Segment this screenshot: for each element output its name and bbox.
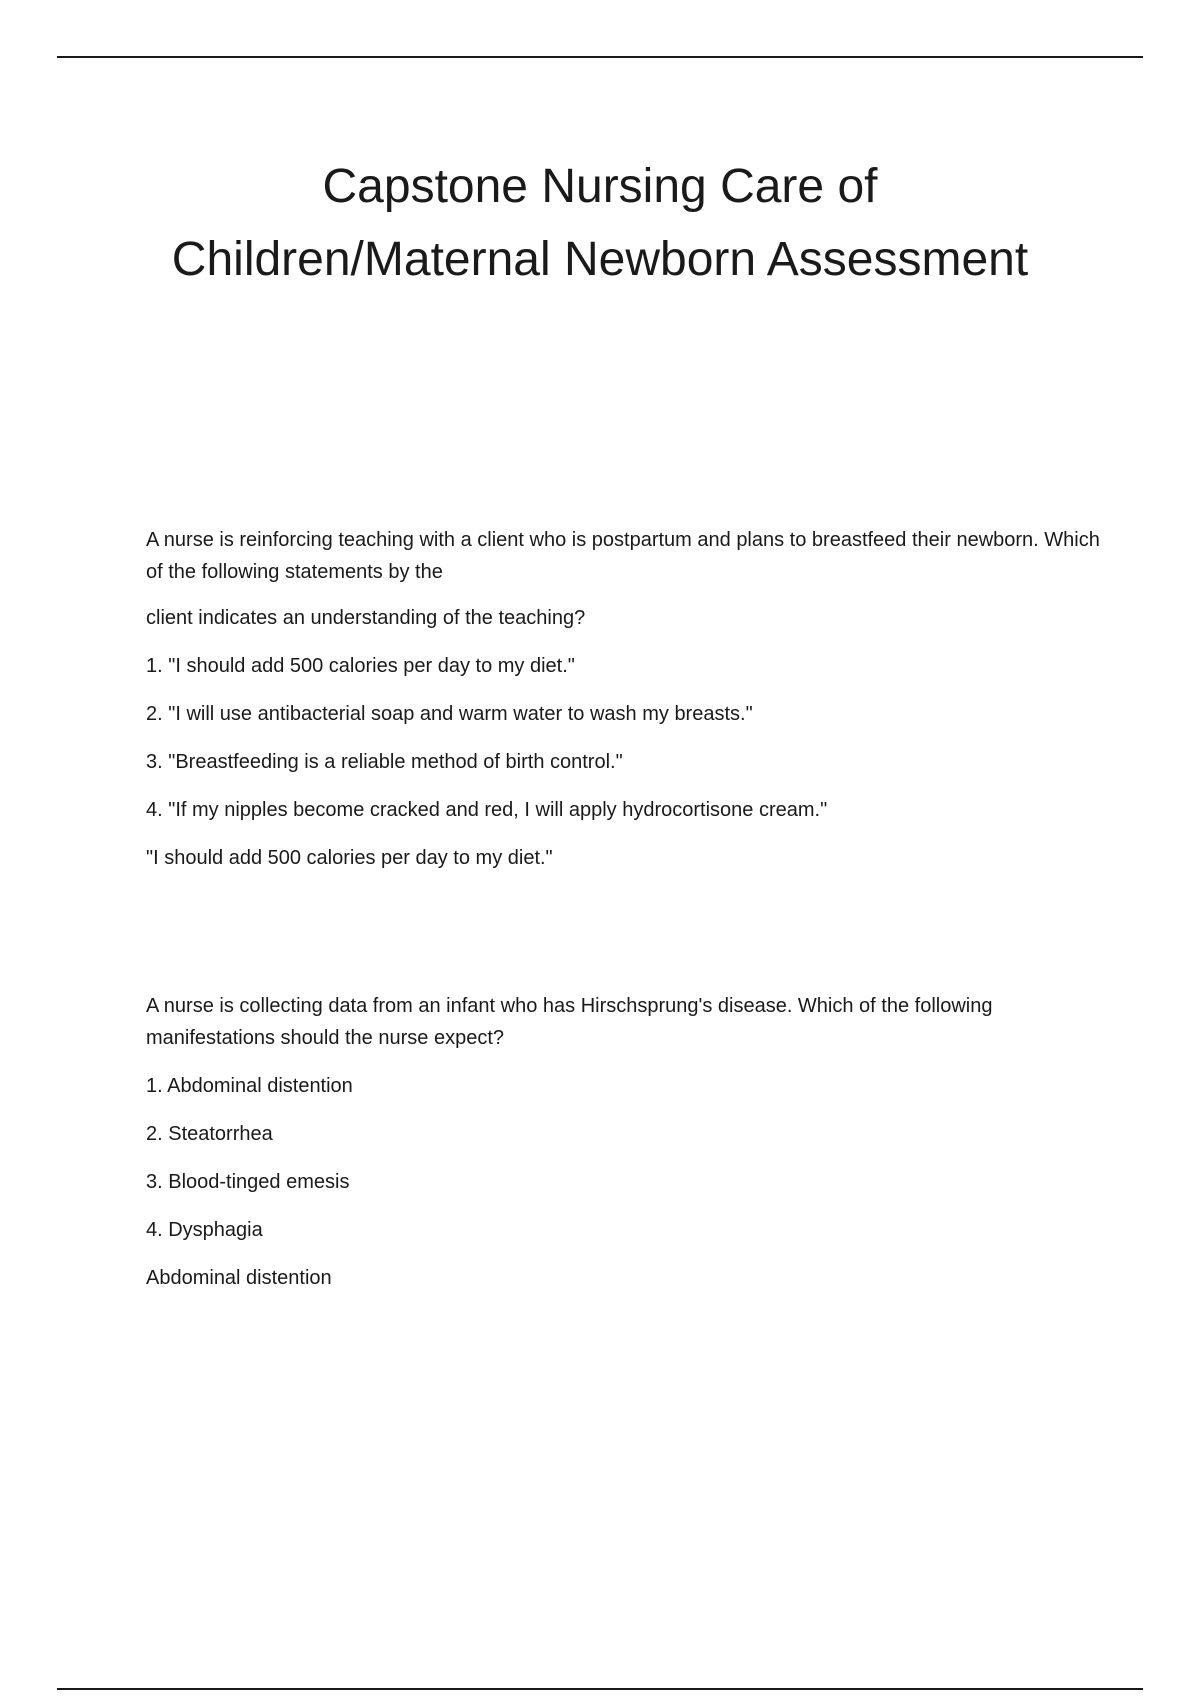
top-rule	[57, 56, 1143, 58]
title-line-1: Capstone Nursing Care of	[322, 160, 878, 213]
title-line-2: Children/Maternal Newborn Assessment	[171, 233, 1029, 286]
option-item: 1. Abdominal distention	[146, 1075, 353, 1097]
question-1-stem-continued: client indicates an understanding of the teaching?	[146, 607, 586, 629]
option-item: 2. Steatorrhea	[146, 1123, 273, 1145]
option-item: 4. "If my nipples become cracked and red, I will apply hydrocortisone cream."	[146, 799, 828, 821]
document-title	[0, 150, 1200, 296]
bottom-rule	[57, 1688, 1143, 1690]
option-item: 3. Blood-tinged emesis	[146, 1171, 350, 1193]
option-item: 2. "I will use antibacterial soap and warm water to wash my breasts."	[146, 703, 753, 725]
question-1	[146, 524, 1106, 874]
option-item: 3. "Breastfeeding is a reliable method of birth control."	[146, 751, 623, 773]
question-2-stem: A nurse is collecting data from an infant who has Hirschsprung's disease. Which of the following manifestations should the nurse expect?	[146, 995, 993, 1049]
option-item: 4. Dysphagia	[146, 1219, 263, 1241]
option-item: 1. "I should add 500 calories per day to my diet."	[146, 655, 575, 677]
question-1-stem: A nurse is reinforcing teaching with a client who is postpartum and plans to breastfeed their newborn. Which of the following statements by the	[146, 529, 1100, 583]
question-2-answer: Abdominal distention	[146, 1267, 332, 1289]
question-2-options	[146, 1070, 1106, 1246]
question-2	[146, 990, 1106, 1294]
question-1-options	[146, 650, 1106, 826]
question-1-answer: "I should add 500 calories per day to my diet."	[146, 847, 553, 869]
